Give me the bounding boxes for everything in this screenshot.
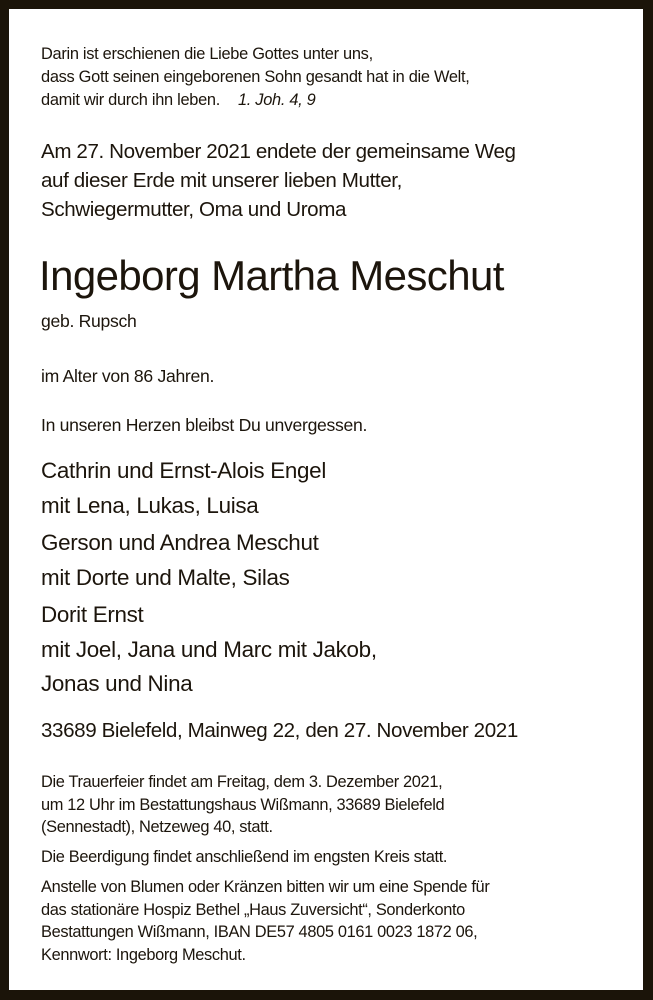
age-text: im Alter von 86 Jahren.: [41, 366, 215, 386]
maiden-name: geb. Rupsch: [41, 311, 137, 331]
family-line: Dorit Ernst: [41, 602, 144, 627]
details-line: um 12 Uhr im Bestattungshaus Wißmann, 33689 Bielefeld: [41, 795, 445, 814]
family-group: [41, 598, 377, 702]
verse-line-text: damit wir durch ihn leben.: [41, 91, 220, 109]
details-paragraph-ceremony: [41, 771, 489, 839]
details-line: Bestattungen Wißmann, IBAN DE57 4805 0161 0023 1872 06,: [41, 923, 478, 942]
memory-text: In unseren Herzen bleibst Du unvergessen.: [41, 415, 368, 435]
verse-reference: 1. Joh. 4, 9: [237, 91, 316, 109]
details-line: Anstelle von Blumen oder Kränzen bitten wir um eine Spende für: [41, 877, 490, 896]
place-and-date: 33689 Bielefeld, Mainweg 22, den 27. November 2021: [41, 719, 518, 742]
family-line: Cathrin und Ernst-Alois Engel: [41, 458, 327, 483]
intro-text: [41, 137, 516, 224]
details-paragraph-burial: [41, 846, 489, 869]
family-line: Gerson und Andrea Meschut: [41, 530, 319, 555]
family-line: Jonas und Nina: [41, 671, 193, 696]
intro-line: Schwiegermutter, Oma und Uroma: [41, 198, 347, 221]
intro-line: auf dieser Erde mit unserer lieben Mutter,: [41, 169, 402, 192]
family-list: [41, 454, 377, 705]
family-line: mit Joel, Jana und Marc mit Jakob,: [41, 636, 377, 662]
bible-verse: [41, 43, 470, 112]
verse-line: dass Gott seinen eingeborenen Sohn gesandt hat in die Welt,: [41, 68, 470, 86]
funeral-details: [41, 771, 489, 974]
family-group: [41, 526, 377, 595]
deceased-name: Ingeborg Martha Meschut: [39, 252, 504, 299]
details-line: (Sennestadt), Netzeweg 40, statt.: [41, 818, 273, 837]
details-line: Die Beerdigung findet anschließend im engsten Kreis statt.: [41, 848, 448, 867]
intro-line: Am 27. November 2021 endete der gemeinsame Weg: [41, 140, 516, 163]
details-line: das stationäre Hospiz Bethel „Haus Zuversicht“, Sonderkonto: [41, 900, 465, 919]
verse-line: Darin ist erschienen die Liebe Gottes unter uns,: [41, 45, 373, 63]
notice-paper: [9, 9, 643, 990]
family-line: mit Lena, Lukas, Luisa: [41, 492, 259, 518]
details-paragraph-donation: [41, 876, 489, 967]
family-group: [41, 454, 377, 523]
verse-line: [41, 89, 470, 112]
details-line: Die Trauerfeier findet am Freitag, dem 3. Dezember 2021,: [41, 773, 443, 791]
details-line: Kennwort: Ingeborg Meschut.: [41, 945, 246, 964]
family-line: mit Dorte und Malte, Silas: [41, 564, 290, 590]
